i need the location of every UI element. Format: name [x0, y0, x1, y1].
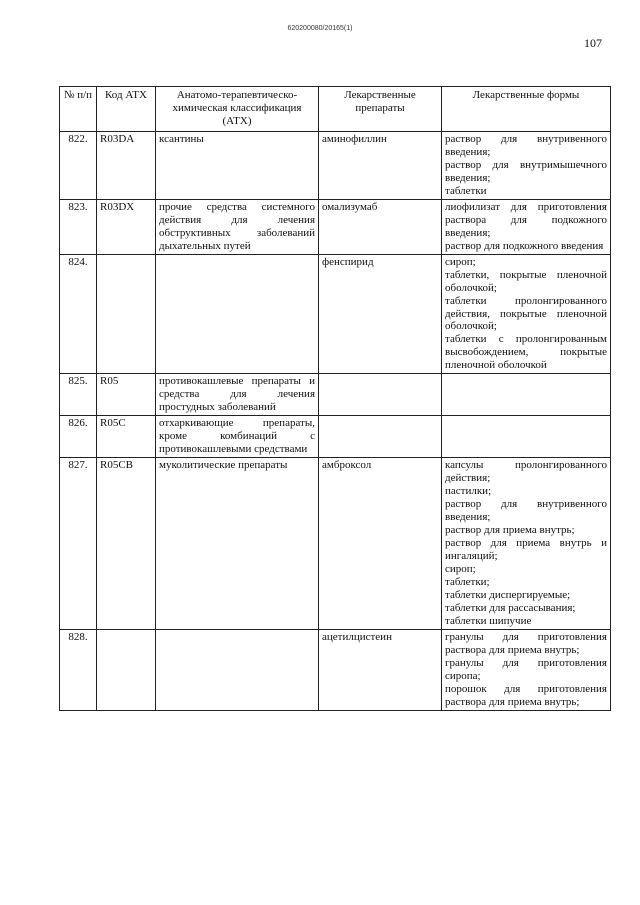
row-number: 825. [60, 374, 97, 416]
row-atc-classification: ксантины [156, 131, 319, 199]
document-id: 620200080/20165(1) [287, 25, 353, 32]
row-atc-classification [156, 254, 319, 374]
row-dosage-forms [442, 254, 611, 374]
dosage-form-item: раствор для подкожного введения [445, 239, 604, 252]
table-row [60, 199, 611, 254]
row-dosage-forms [442, 131, 611, 199]
dosage-form-item: лиофилизат для приготовления раствора для подкожного введения; [445, 200, 607, 239]
dosage-form-item: таблетки, покрытые пленочной оболочкой; [445, 268, 607, 294]
dosage-form-item: таблетки диспергируемые; [445, 588, 571, 601]
table-row [60, 458, 611, 630]
dosage-form-item: раствор для приема внутрь; [445, 524, 575, 536]
table-row [60, 131, 611, 199]
table-row [60, 416, 611, 458]
dosage-form-item: сироп; [445, 562, 476, 575]
row-number: 822. [60, 131, 97, 199]
table-body [60, 131, 611, 710]
dosage-form-item: капсулы пролонгированного действия; [445, 459, 607, 485]
table-row [60, 629, 611, 710]
row-atc-classification [156, 629, 319, 710]
row-number: 823. [60, 199, 97, 254]
row-atc-code: R05C [97, 416, 156, 458]
row-drug: ацетилцистеин [319, 629, 442, 710]
dosage-form-item: таблетки [445, 184, 487, 197]
dosage-form-item: таблетки для рассасывания; [445, 601, 576, 614]
header-number: № п/п [60, 87, 97, 132]
row-drug: амброксол [319, 458, 442, 630]
row-number: 828. [60, 629, 97, 710]
row-dosage-forms [442, 458, 611, 630]
row-number: 826. [60, 416, 97, 458]
header-drugs: Лекарственные препараты [319, 87, 442, 132]
dosage-form-item: раствор для внутримышечного введения; [445, 158, 607, 184]
dosage-form-item: гранулы для приготовления сиропа; [445, 656, 607, 682]
row-number: 827. [60, 458, 97, 630]
row-drug [319, 374, 442, 416]
row-atc-code [97, 254, 156, 374]
row-atc-code: R05CB [97, 458, 156, 630]
row-atc-classification: прочие средства системного действия для лечения обструктивных заболеваний дыхательных путей [156, 199, 319, 254]
header-atc-classification: Анатомо-терапевтическо-химическая классификация (АТХ) [156, 87, 319, 132]
dosage-form-item: гранулы для приготовления раствора для приема внутрь; [445, 630, 607, 656]
header-atc-code: Код АТХ [97, 87, 156, 132]
dosage-form-item: раствор для внутривенного введения; [445, 498, 607, 524]
dosage-form-item: таблетки пролонгированного действия, покрытые пленочной оболочкой; [445, 294, 607, 333]
page-number: 107 [584, 36, 602, 50]
row-atc-classification: отхаркивающие препараты, кроме комбинаций с противокашлевыми средствами [156, 416, 319, 458]
row-dosage-forms [442, 374, 611, 416]
row-drug: аминофиллин [319, 131, 442, 199]
row-number: 824. [60, 254, 97, 374]
row-drug: омализумаб [319, 199, 442, 254]
drug-table [59, 86, 611, 711]
row-atc-classification: муколитические препараты [156, 458, 319, 630]
row-atc-code: R03DA [97, 131, 156, 199]
header-dosage-forms: Лекарственные формы [442, 87, 611, 132]
table-header-row [60, 87, 611, 132]
dosage-form-item: таблетки шипучие [445, 614, 532, 627]
table-row [60, 254, 611, 374]
dosage-form-item: таблетки; [445, 575, 490, 588]
dosage-form-item: таблетки с пролонгированным высвобождением, покрытые пленочной оболочкой [445, 333, 607, 372]
row-dosage-forms [442, 629, 611, 710]
row-atc-code: R03DX [97, 199, 156, 254]
row-drug: фенспирид [319, 254, 442, 374]
dosage-form-item: раствор для приема внутрь и ингаляций; [445, 536, 607, 562]
row-drug [319, 416, 442, 458]
row-atc-classification: противокашлевые препараты и средства для лечения простудных заболеваний [156, 374, 319, 416]
row-dosage-forms [442, 199, 611, 254]
dosage-form-item: сироп; [445, 255, 476, 268]
row-atc-code [97, 629, 156, 710]
dosage-form-item: порошок для приготовления раствора для приема внутрь; [445, 682, 607, 708]
dosage-form-item: раствор для внутривенного введения; [445, 132, 607, 158]
dosage-form-item: пастилки; [445, 485, 492, 498]
row-dosage-forms [442, 416, 611, 458]
row-atc-code: R05 [97, 374, 156, 416]
table-row [60, 374, 611, 416]
